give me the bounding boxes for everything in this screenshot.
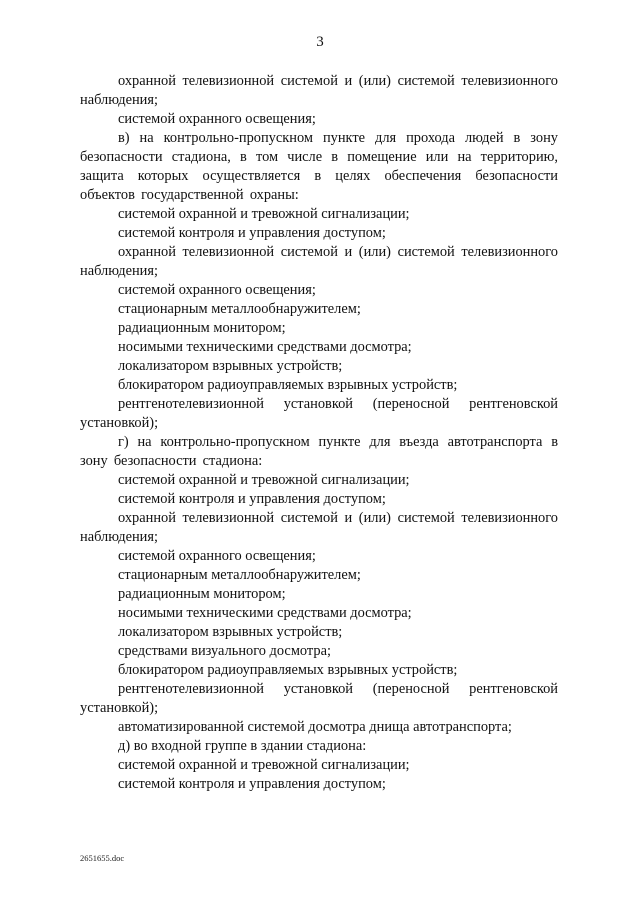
paragraph-2: системой охранного освещения; (118, 111, 316, 127)
paragraph-13: рентгенотелевизионной установкой (переносной рентгеновской установкой); (80, 396, 558, 431)
document-body (80, 72, 558, 794)
paragraph-7: системой охранного освещения; (118, 282, 316, 298)
paragraph-8: стационарным металлообнаружителем; (118, 301, 361, 317)
paragraph-17: охранной телевизионной системой и (или) системой телевизионного наблюдения; (80, 510, 558, 545)
paragraph-18: системой охранного освещения; (118, 548, 316, 564)
paragraph-4: системой охранной и тревожной сигнализации; (118, 206, 410, 222)
paragraph-10: носимыми техническими средствами досмотра; (118, 339, 412, 355)
paragraph-12: блокиратором радиоуправляемых взрывных устройств; (118, 377, 458, 393)
paragraph-16: системой контроля и управления доступом; (118, 491, 386, 507)
paragraph-26: автоматизированной системой досмотра днища автотранспорта; (118, 719, 512, 735)
paragraph-3: в) на контрольно-пропускном пункте для прохода людей в зону безопасности стадиона, в том числе в помещение или на территорию, защита которых осуществляется в целях обеспечения безопасности объектов государственной охраны: (80, 130, 558, 203)
footer-filename: 2651655.doc (80, 853, 125, 863)
paragraph-5: системой контроля и управления доступом; (118, 225, 386, 241)
paragraph-23: средствами визуального досмотра; (118, 643, 331, 659)
paragraph-22: локализатором взрывных устройств; (118, 624, 343, 640)
paragraph-29: системой контроля и управления доступом; (118, 776, 386, 792)
paragraph-6: охранной телевизионной системой и (или) системой телевизионного наблюдения; (80, 244, 558, 279)
paragraph-27: д) во входной группе в здании стадиона: (118, 738, 367, 754)
paragraph-15: системой охранной и тревожной сигнализации; (118, 472, 410, 488)
paragraph-20: радиационным монитором; (118, 586, 286, 602)
paragraph-24: блокиратором радиоуправляемых взрывных устройств; (118, 662, 458, 678)
paragraph-25: рентгенотелевизионной установкой (переносной рентгеновской установкой); (80, 681, 558, 716)
paragraph-28: системой охранной и тревожной сигнализации; (118, 757, 410, 773)
paragraph-9: радиационным монитором; (118, 320, 286, 336)
paragraph-1: охранной телевизионной системой и (или) системой телевизионного наблюдения; (80, 73, 558, 108)
paragraph-19: стационарным металлообнаружителем; (118, 567, 361, 583)
paragraph-21: носимыми техническими средствами досмотра; (118, 605, 412, 621)
paragraph-11: локализатором взрывных устройств; (118, 358, 343, 374)
paragraph-14: г) на контрольно-пропускном пункте для въезда автотранспорта в зону безопасности стадиона: (80, 434, 558, 469)
page-number: 3 (316, 34, 324, 50)
